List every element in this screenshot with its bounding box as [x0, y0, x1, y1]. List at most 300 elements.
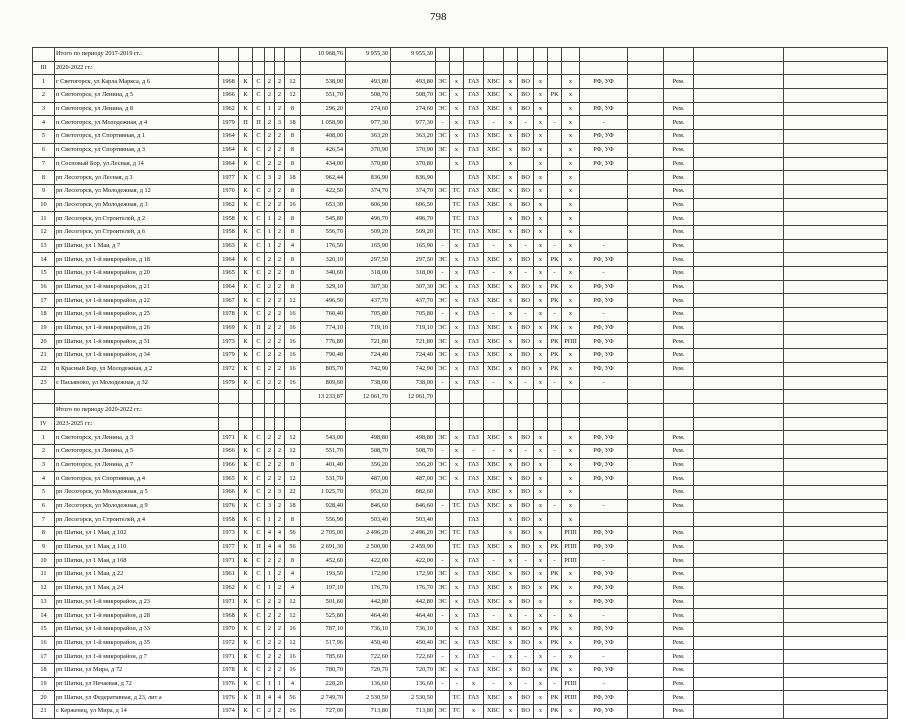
table-cell: ГАЗ — [464, 349, 484, 363]
table-cell — [628, 75, 664, 89]
table-cell — [391, 417, 436, 431]
table-cell: 18 — [285, 116, 301, 130]
table-cell: 2 — [275, 239, 285, 253]
table-cell: 363,20 — [391, 130, 436, 144]
table-cell: - — [518, 554, 534, 568]
table-cell: 2 — [265, 89, 275, 103]
table-cell: х — [562, 458, 580, 472]
table-cell: х — [504, 486, 518, 500]
table-cell: К — [239, 663, 253, 677]
table-cell — [784, 609, 888, 623]
table-cell: 742,90 — [346, 362, 391, 376]
table-cell — [694, 417, 784, 431]
table-cell: 19 — [33, 677, 55, 691]
table-cell: 8 — [285, 280, 301, 294]
table-cell: 320,10 — [301, 253, 346, 267]
table-cell: К — [239, 705, 253, 719]
table-cell: ХВС — [484, 102, 504, 116]
table-cell: 21 — [33, 349, 55, 363]
table-cell: РПП — [562, 554, 580, 568]
table-cell — [664, 417, 694, 431]
table-cell: х — [534, 225, 548, 239]
table-cell: 780,70 — [301, 663, 346, 677]
table-cell — [784, 705, 888, 719]
table-cell — [784, 444, 888, 458]
table-cell — [391, 403, 436, 417]
table-cell: 15 — [33, 622, 55, 636]
address-cell: рп Шатки, ул 1 Мая, д 7 — [55, 239, 219, 253]
table-cell: ГАЗ — [464, 663, 484, 677]
table-cell: - — [484, 116, 504, 130]
table-cell — [484, 417, 504, 431]
table-cell: С — [253, 513, 265, 527]
table-cell: 1971 — [219, 595, 239, 609]
table-cell: 8 — [285, 458, 301, 472]
table-cell: РФ, УФ — [580, 581, 628, 595]
table-cell: 1973 — [219, 527, 239, 541]
table-cell: 274,60 — [346, 102, 391, 116]
table-cell — [628, 61, 664, 75]
table-cell: х — [504, 267, 518, 281]
table-cell: 2 705,00 — [301, 527, 346, 541]
table-cell: С — [253, 308, 265, 322]
table-cell: 23 — [33, 376, 55, 390]
table-cell: К — [239, 568, 253, 582]
table-row — [33, 335, 888, 349]
table-cell: 4 — [275, 540, 285, 554]
table-cell — [694, 431, 784, 445]
table-cell: 14 — [33, 253, 55, 267]
table-cell — [628, 294, 664, 308]
table-cell: х — [534, 554, 548, 568]
table-cell — [346, 417, 391, 431]
table-cell — [562, 403, 580, 417]
table-cell: ГАЗ — [464, 335, 484, 349]
table-cell — [548, 130, 562, 144]
table-cell: ВО — [518, 513, 534, 527]
table-cell: Рем. — [664, 444, 694, 458]
table-cell: х — [562, 636, 580, 650]
table-row — [33, 622, 888, 636]
table-cell: 8 — [33, 171, 55, 185]
table-cell: х — [504, 431, 518, 445]
table-cell: К — [239, 458, 253, 472]
table-cell: ТС — [450, 499, 464, 513]
table-cell: 136,60 — [346, 677, 391, 691]
table-cell: х — [504, 444, 518, 458]
table-cell — [694, 335, 784, 349]
table-cell: 18 — [33, 308, 55, 322]
table-cell: 13 — [33, 239, 55, 253]
table-cell: ЭС — [436, 89, 450, 103]
table-cell: РФ, УФ — [580, 362, 628, 376]
table-cell: 2 — [275, 650, 285, 664]
table-cell: 14 — [33, 609, 55, 623]
table-row — [33, 362, 888, 376]
table-cell: 2 — [265, 198, 275, 212]
table-cell: х — [534, 691, 548, 705]
table-cell — [534, 403, 548, 417]
table-cell: 16 — [285, 198, 301, 212]
table-cell: С — [253, 198, 265, 212]
table-cell: РФ, УФ — [580, 157, 628, 171]
table-cell — [562, 390, 580, 404]
table-cell: х — [534, 431, 548, 445]
table-cell: 356,20 — [346, 458, 391, 472]
table-cell — [628, 212, 664, 226]
table-cell — [784, 280, 888, 294]
address-cell: рп Шатки, ул 1 Мая, д 168 — [55, 554, 219, 568]
table-cell: 1964 — [219, 143, 239, 157]
table-cell — [694, 48, 784, 62]
table-cell: П — [253, 321, 265, 335]
table-cell: ТС — [450, 705, 464, 719]
table-cell: 16 — [285, 308, 301, 322]
table-cell — [534, 48, 548, 62]
table-cell — [219, 61, 239, 75]
table-row — [33, 540, 888, 554]
address-cell: 2023-2025 гг.: — [55, 417, 219, 431]
table-cell — [628, 390, 664, 404]
table-cell: х — [450, 294, 464, 308]
table-cell: - — [548, 116, 562, 130]
table-cell: К — [239, 376, 253, 390]
table-cell — [464, 390, 484, 404]
table-cell — [628, 540, 664, 554]
table-cell: ВО — [518, 198, 534, 212]
table-cell: 498,80 — [346, 431, 391, 445]
table-cell — [784, 198, 888, 212]
table-row — [33, 171, 888, 185]
table-cell — [518, 417, 534, 431]
table-cell: х — [504, 554, 518, 568]
table-cell: С — [253, 622, 265, 636]
table-cell — [694, 376, 784, 390]
table-cell: ГАЗ — [464, 650, 484, 664]
table-cell: П — [253, 116, 265, 130]
table-cell: ХВС — [484, 184, 504, 198]
table-cell: х — [562, 171, 580, 185]
table-cell: С — [253, 89, 265, 103]
table-cell: С — [253, 568, 265, 582]
table-cell: ХВС — [484, 89, 504, 103]
table-cell: К — [239, 362, 253, 376]
table-cell: 517,96 — [301, 636, 346, 650]
table-cell — [301, 417, 346, 431]
address-cell: рп Шатки, ул Федеративная, д 23, лит а — [55, 691, 219, 705]
table-cell — [285, 403, 301, 417]
table-cell — [694, 650, 784, 664]
table-cell: 464,40 — [391, 609, 436, 623]
table-cell — [548, 61, 562, 75]
address-cell: Итого по периоду 2017-2019 гг.: — [55, 48, 219, 62]
table-cell: ВО — [518, 486, 534, 500]
table-cell — [784, 294, 888, 308]
table-cell: П — [253, 691, 265, 705]
table-row — [33, 444, 888, 458]
table-cell: ЭС — [436, 362, 450, 376]
table-cell: С — [253, 554, 265, 568]
table-cell: 2 — [275, 444, 285, 458]
address-cell: рп Шатки, ул 1-й микрорайон, д 31 — [55, 335, 219, 349]
address-cell: рп Шатки, ул 1 Мая, д 24 — [55, 581, 219, 595]
table-cell: х — [562, 294, 580, 308]
table-cell — [436, 198, 450, 212]
table-cell: х — [504, 458, 518, 472]
table-cell — [33, 403, 55, 417]
table-cell: 9 955,30 — [391, 48, 436, 62]
table-cell: х — [504, 650, 518, 664]
table-cell: ЭС — [436, 636, 450, 650]
table-cell: 2 — [265, 143, 275, 157]
table-cell — [580, 198, 628, 212]
table-cell — [664, 89, 694, 103]
table-cell: 713,80 — [346, 705, 391, 719]
table-cell: 2 — [265, 184, 275, 198]
table-cell: 8 — [33, 527, 55, 541]
table-cell: - — [580, 116, 628, 130]
table-cell — [784, 335, 888, 349]
table-cell: 2 — [275, 225, 285, 239]
table-cell — [562, 417, 580, 431]
table-cell: 8 — [285, 554, 301, 568]
table-cell: ГАЗ — [464, 130, 484, 144]
table-cell — [562, 48, 580, 62]
table-cell: ХВС — [484, 321, 504, 335]
table-cell: 370,90 — [346, 143, 391, 157]
table-cell: - — [484, 609, 504, 623]
table-cell: ЭС — [436, 253, 450, 267]
table-cell — [239, 403, 253, 417]
table-cell — [694, 540, 784, 554]
table-cell: - — [484, 444, 504, 458]
table-cell — [548, 486, 562, 500]
table-cell: х — [562, 102, 580, 116]
table-cell: 8 — [285, 267, 301, 281]
table-cell: К — [239, 527, 253, 541]
table-cell: х — [504, 294, 518, 308]
table-cell — [484, 390, 504, 404]
table-cell: ЭС — [436, 102, 450, 116]
table-cell — [628, 472, 664, 486]
table-cell: РФ, УФ — [580, 691, 628, 705]
table-cell — [628, 321, 664, 335]
table-cell: х — [450, 267, 464, 281]
address-cell: п Светогорск, ул Спортивная, д 4 — [55, 472, 219, 486]
table-cell — [784, 212, 888, 226]
table-cell: Рем. — [664, 102, 694, 116]
table-cell — [784, 184, 888, 198]
table-cell: ХВС — [484, 171, 504, 185]
table-row — [33, 609, 888, 623]
table-cell: 2 — [275, 102, 285, 116]
table-cell: 1964 — [219, 157, 239, 171]
table-cell: 8 — [285, 225, 301, 239]
table-cell: х — [562, 239, 580, 253]
table-cell: Рем. — [664, 677, 694, 691]
table-cell: 4 — [33, 472, 55, 486]
table-cell: 1965 — [219, 267, 239, 281]
table-cell: ЭС — [436, 184, 450, 198]
table-cell: 228,20 — [301, 677, 346, 691]
table-cell: С — [253, 184, 265, 198]
address-cell: рп Шатки, ул 1-й микрорайон, д 28 — [55, 609, 219, 623]
table-cell: - — [518, 650, 534, 664]
table-cell: х — [562, 267, 580, 281]
table-cell: 8 — [285, 513, 301, 527]
table-cell: 2 — [275, 143, 285, 157]
table-cell: Рем. — [664, 472, 694, 486]
table-row — [33, 472, 888, 486]
table-cell — [436, 390, 450, 404]
table-cell: ГАЗ — [464, 458, 484, 472]
table-cell — [694, 663, 784, 677]
address-cell: п Светогорск, ул Спортивная, д 3 — [55, 143, 219, 157]
table-cell — [580, 225, 628, 239]
table-cell: С — [253, 636, 265, 650]
table-cell — [664, 48, 694, 62]
table-cell: 4 — [275, 527, 285, 541]
table-cell: 2 691,30 — [301, 540, 346, 554]
table-cell: С — [253, 280, 265, 294]
table-cell — [436, 225, 450, 239]
table-cell: - — [450, 677, 464, 691]
table-cell: Рем. — [664, 171, 694, 185]
table-cell: С — [253, 663, 265, 677]
table-cell: - — [436, 444, 450, 458]
table-cell: 1978 — [219, 663, 239, 677]
table-cell — [239, 390, 253, 404]
table-cell: - — [548, 444, 562, 458]
table-cell: ХВС — [484, 253, 504, 267]
table-cell: х — [504, 335, 518, 349]
table-cell — [694, 403, 784, 417]
table-cell — [628, 116, 664, 130]
table-cell: 434,00 — [301, 157, 346, 171]
address-cell: рп Шатки, ул 1 Мая, д 22 — [55, 568, 219, 582]
table-cell: 197,10 — [301, 581, 346, 595]
table-cell: 165,90 — [391, 239, 436, 253]
table-cell: 4 — [275, 691, 285, 705]
table-cell: 296,20 — [301, 102, 346, 116]
table-cell: 11 — [33, 568, 55, 582]
table-cell — [580, 212, 628, 226]
table-cell — [253, 48, 265, 62]
table-cell — [784, 48, 888, 62]
table-cell: С — [253, 650, 265, 664]
table-cell: 452,60 — [301, 554, 346, 568]
table-cell: ЭС — [436, 568, 450, 582]
table-cell: х — [562, 486, 580, 500]
table-cell: С — [253, 75, 265, 89]
table-cell — [784, 267, 888, 281]
table-cell: х — [562, 705, 580, 719]
table-cell — [580, 486, 628, 500]
table-cell: 8 — [285, 102, 301, 116]
table-cell — [628, 308, 664, 322]
table-cell: Рем. — [664, 554, 694, 568]
table-cell: 2 — [275, 253, 285, 267]
table-cell: РФ, УФ — [580, 527, 628, 541]
table-cell: х — [562, 349, 580, 363]
address-cell: рп Шатки, ул 1-й микрорайон, д 20 — [55, 267, 219, 281]
table-cell: РК — [548, 294, 562, 308]
table-cell: 9 955,30 — [346, 48, 391, 62]
table-row — [33, 581, 888, 595]
table-cell: - — [580, 376, 628, 390]
table-cell: РФ, УФ — [580, 444, 628, 458]
table-cell: 5 — [33, 130, 55, 144]
table-cell — [784, 321, 888, 335]
table-cell: К — [239, 239, 253, 253]
table-cell: 2 — [265, 362, 275, 376]
table-cell: х — [504, 513, 518, 527]
table-cell: 1977 — [219, 171, 239, 185]
table-cell: РК — [548, 568, 562, 582]
table-cell — [784, 225, 888, 239]
table-cell — [784, 362, 888, 376]
table-cell: Рем. — [664, 198, 694, 212]
table-cell — [548, 198, 562, 212]
table-cell: 2 — [275, 431, 285, 445]
table-cell: ХВС — [484, 472, 504, 486]
table-cell: ВО — [518, 184, 534, 198]
table-cell — [253, 417, 265, 431]
table-cell — [580, 61, 628, 75]
table-cell: х — [562, 622, 580, 636]
address-cell: рп Лесогорск, ул Молодежная, д 9 — [55, 499, 219, 513]
address-cell: Итого по периоду 2020-2022 гг.: — [55, 403, 219, 417]
table-cell: П — [253, 540, 265, 554]
table-cell: х — [450, 650, 464, 664]
table-cell: 727,00 — [301, 705, 346, 719]
table-cell: С — [253, 267, 265, 281]
table-cell: х — [562, 595, 580, 609]
table-cell: ГАЗ — [464, 225, 484, 239]
table-cell — [285, 390, 301, 404]
table-cell: ГАЗ — [464, 691, 484, 705]
table-cell: 977,30 — [391, 116, 436, 130]
table-cell: х — [534, 677, 548, 691]
table-cell: 16 — [285, 335, 301, 349]
table-cell: Рем. — [664, 253, 694, 267]
table-cell — [694, 636, 784, 650]
table-cell — [548, 527, 562, 541]
table-cell: 165,90 — [346, 239, 391, 253]
table-cell: 374,70 — [346, 184, 391, 198]
table-row — [33, 225, 888, 239]
table-cell: РФ, УФ — [580, 335, 628, 349]
table-cell: х — [534, 212, 548, 226]
table-cell: РФ, УФ — [580, 75, 628, 89]
table-cell: ВО — [518, 130, 534, 144]
table-cell: х — [504, 705, 518, 719]
table-cell — [694, 225, 784, 239]
table-cell: РФ, УФ — [580, 130, 628, 144]
table-cell: 18 — [285, 499, 301, 513]
table-cell: 2 — [265, 472, 275, 486]
table-cell — [784, 663, 888, 677]
table-cell: 487,00 — [391, 472, 436, 486]
table-cell — [694, 677, 784, 691]
table-cell: 1971 — [219, 431, 239, 445]
table-cell: ВО — [518, 458, 534, 472]
table-cell — [784, 677, 888, 691]
table-cell: 1966 — [219, 458, 239, 472]
table-cell: 1 — [265, 225, 275, 239]
table-cell — [464, 403, 484, 417]
table-cell: х — [504, 691, 518, 705]
